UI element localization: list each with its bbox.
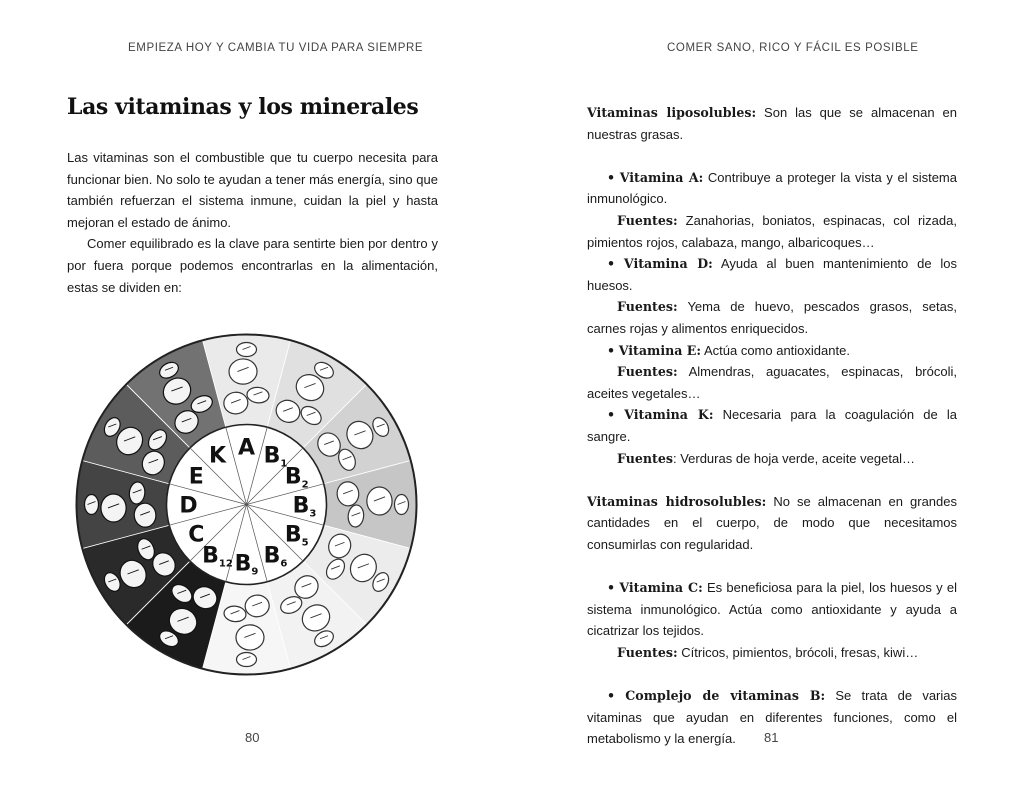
hydrosoluble-intro xyxy=(587,491,957,556)
vitamin-e-sources-text: Almendras, aguacates, espinacas, brócoli, aceites vegetales… xyxy=(587,364,957,401)
vitamin-label: B9 xyxy=(234,551,259,578)
vitamin-wheel-illustration xyxy=(74,332,419,677)
page-number-right: 81 xyxy=(764,730,779,745)
vitamin-k-sources xyxy=(587,448,957,470)
intro-paragraph-2: Comer equilibrado es la clave para sentirte bien por dentro y por fuera porque podemos encontrarlas en la alimentación, estas se dividen en: xyxy=(67,236,438,295)
page-number-left: 80 xyxy=(245,730,260,745)
liposoluble-term: Vitaminas liposolubles: xyxy=(587,105,757,120)
vitamin-a-text: Contribuye a proteger la vista y el sistema inmunológico. xyxy=(587,169,957,207)
vitamin-b-complex-term: Complejo de vitaminas B: xyxy=(625,688,826,704)
vitamin-label: B3 xyxy=(292,493,317,520)
food-drawing xyxy=(237,343,257,357)
vitamin-label: B6 xyxy=(263,543,288,570)
vitamin-a-term: Vitamina A: xyxy=(619,169,704,185)
bullet: • xyxy=(607,169,616,185)
sources-term: Fuentes: xyxy=(617,299,678,315)
vitamin-c-term: Vitamina C: xyxy=(619,580,703,596)
sources-term: Fuentes: xyxy=(617,212,678,228)
vitamin-label: B2 xyxy=(284,464,309,491)
bullet: • xyxy=(607,342,616,358)
vitamin-e-item xyxy=(587,340,957,362)
food-drawing xyxy=(85,495,99,515)
vitamin-d-sources xyxy=(587,296,957,339)
food-drawing xyxy=(366,487,392,516)
vitamin-label: A xyxy=(237,435,256,461)
page-title: Las vitaminas y los minerales xyxy=(67,94,419,120)
liposoluble-intro xyxy=(587,102,957,145)
right-page xyxy=(512,0,1024,785)
vitamin-b-complex-text: Se trata de varias vitaminas que ayudan en diferentes funciones, como el metabolismo y la energía. xyxy=(587,688,957,747)
vitamin-d-sources-text: Yema de huevo, pescados grasos, setas, carnes rojas y alimentos enriquecidos. xyxy=(587,299,957,336)
vitamin-label: B12 xyxy=(202,543,233,570)
vitamins-text xyxy=(587,102,957,750)
intro-paragraph-1: Las vitaminas son el combustible que tu cuerpo necesita para funcionar bien. No solo te ayudan a tener más energía, sino que también refuerzan el sistema inmune, cuidan la piel y hasta mejoran el estado de ánimo. xyxy=(67,150,438,230)
bullet: • xyxy=(607,580,616,596)
vitamin-label: D xyxy=(179,493,198,519)
liposoluble-text: Son las que se almacenan en nuestras grasas. xyxy=(587,105,957,142)
vitamin-k-item xyxy=(587,404,957,447)
hydrosoluble-text: No se almacenan en grandes cantidades en el cuerpo, de modo que necesitamos consumirlas con regularidad. xyxy=(587,493,957,552)
hydrosoluble-term: Vitaminas hidrosolubles: xyxy=(587,493,767,509)
sources-term: Fuentes: xyxy=(617,644,678,660)
vitamin-a-item xyxy=(587,167,957,210)
intro-text xyxy=(67,147,438,298)
vitamin-c-item xyxy=(587,577,957,642)
bullet: • xyxy=(607,256,616,272)
vitamin-c-sources-text: Cítricos, pimientos, brócoli, fresas, kiwi… xyxy=(681,644,919,660)
vitamin-label: K xyxy=(208,443,227,469)
food-drawing xyxy=(101,494,127,523)
running-head-right: COMER SANO, RICO Y FÁCIL ES POSIBLE xyxy=(667,42,919,54)
running-head-left: EMPIEZA HOY Y CAMBIA TU VIDA PARA SIEMPRE xyxy=(128,42,424,54)
sources-term: Fuentes xyxy=(617,450,673,466)
vitamin-d-term: Vitamina D: xyxy=(623,256,713,272)
food-drawing xyxy=(395,495,409,515)
vitamin-e-term: Vitamina E: xyxy=(618,342,702,358)
vitamin-k-text: Necesaria para la coagulación de la sangre. xyxy=(587,407,958,444)
bullet: • xyxy=(607,688,616,704)
vitamin-c-sources xyxy=(587,642,957,664)
vitamin-label: B5 xyxy=(284,522,309,549)
vitamin-c-text: Es beneficiosa para la piel, los huesos y el sistema inmunológico. Actúa como antioxidante y ayuda a cicatrizar los tejidos. xyxy=(587,580,957,639)
vitamin-e-sources xyxy=(587,361,957,404)
vitamin-e-text: Actúa como antioxidante. xyxy=(703,342,850,358)
vitamin-d-item xyxy=(587,253,957,296)
vitamin-label: B1 xyxy=(263,443,288,470)
vitamin-k-sources-text: : Verduras de hoja verde, aceite vegetal… xyxy=(672,450,916,466)
food-drawing xyxy=(237,653,257,667)
food-drawing xyxy=(236,624,265,650)
sources-term: Fuentes: xyxy=(617,364,678,380)
vitamin-a-sources xyxy=(587,210,957,253)
vitamin-a-sources-text: Zanahorias, boniatos, espinacas, col rizada, pimientos rojos, calabaza, mango, albaricoques… xyxy=(587,212,957,250)
vitamin-label: E xyxy=(188,464,204,490)
vitamin-label: C xyxy=(188,522,205,548)
food-drawing xyxy=(229,359,258,385)
vitamin-k-term: Vitamina K: xyxy=(624,407,714,423)
vitamin-d-text: Ayuda al buen mantenimiento de los huesos. xyxy=(587,256,957,293)
bullet: • xyxy=(607,407,616,423)
